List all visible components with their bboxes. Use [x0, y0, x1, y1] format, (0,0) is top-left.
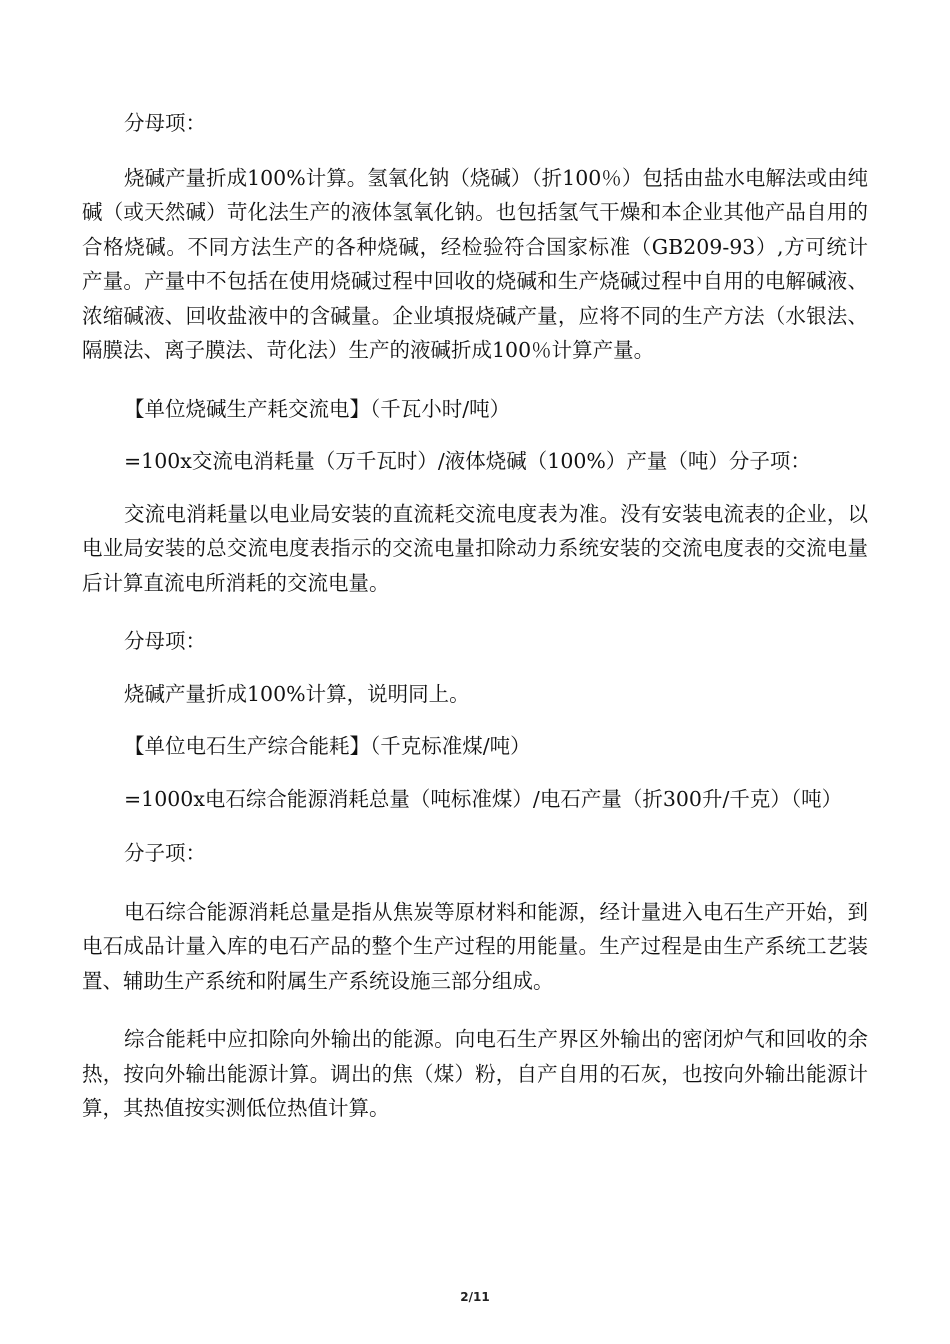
paragraph-carbide-formula: =1000x电石综合能源消耗总量（吨标准煤）/电石产量（折300升/千克）（吨） — [124, 786, 843, 811]
paragraph-caustic-same-as-above: 烧碱产量折成100%计算，说明同上。 — [124, 681, 470, 706]
paragraph-caustic-soda-output: 烧碱产量折成100%计算。氢氧化钠（烧碱）（折100％）包括由盐水电解法或由纯碱（或天然碱）苛化法生产的液体氢氧化钠。也包括氢气干燥和本企业其他产品自用的合格烧碱。不同方法生产的各种烧碱，经检验符合国家标准（GB209-93）,方可统计产量。产量中不包括在使用烧碱过程中回收的烧碱和生产烧碱过程中自用的电解碱液、浓缩碱液、回收盐液中的含碱量。企业填报烧碱产量，应将不同的生产方法（水银法、隔膜法、离子膜法、苛化法）生产的液碱折成100％计算产量。 — [82, 165, 868, 362]
paragraph-denominator-heading: 分母项： — [124, 111, 206, 135]
paragraph-caustic-formula: =100x交流电消耗量（万千瓦时）/液体烧碱（100%）产量（吨）分子项： — [124, 449, 811, 473]
paragraph-calcium-carbide-title: 【单位电石生产综合能耗】（千克标准煤/吨） — [124, 734, 531, 758]
paragraph-ac-power-consumption: 交流电消耗量以电业局安装的直流耗交流电度表为准。没有安装电流表的企业，以电业局安装的总交流电度表指示的交流电量扣除动力系统安装的交流电度表的交流电量后计算直流电所消耗的交流电量。 — [82, 501, 868, 595]
paragraph-carbide-energy-total: 电石综合能源消耗总量是指从焦炭等原材料和能源，经计量进入电石生产开始，到电石成品计量入库的电石产品的整个生产过程的用能量。生产过程是由生产系统工艺装置、辅助生产系统和附属生产系统设施三部分组成。 — [82, 899, 868, 993]
page-number: 2/11 — [460, 1290, 490, 1304]
paragraph-energy-deduction: 综合能耗中应扣除向外输出的能源。向电石生产界区外输出的密闭炉气和回收的余热，按向外输出能源计算。调出的焦（煤）粉，自产自用的石灰，也按向外输出能源计算，其热值按实测低位热值计算。 — [82, 1027, 868, 1120]
paragraph-denominator-heading-2: 分母项： — [124, 629, 206, 653]
paragraph-caustic-ac-power-title: 【单位烧碱生产耗交流电】（千瓦小时/吨） — [124, 396, 511, 421]
document-body — [82, 106, 868, 1126]
paragraph-numerator-heading: 分子项： — [124, 841, 206, 865]
